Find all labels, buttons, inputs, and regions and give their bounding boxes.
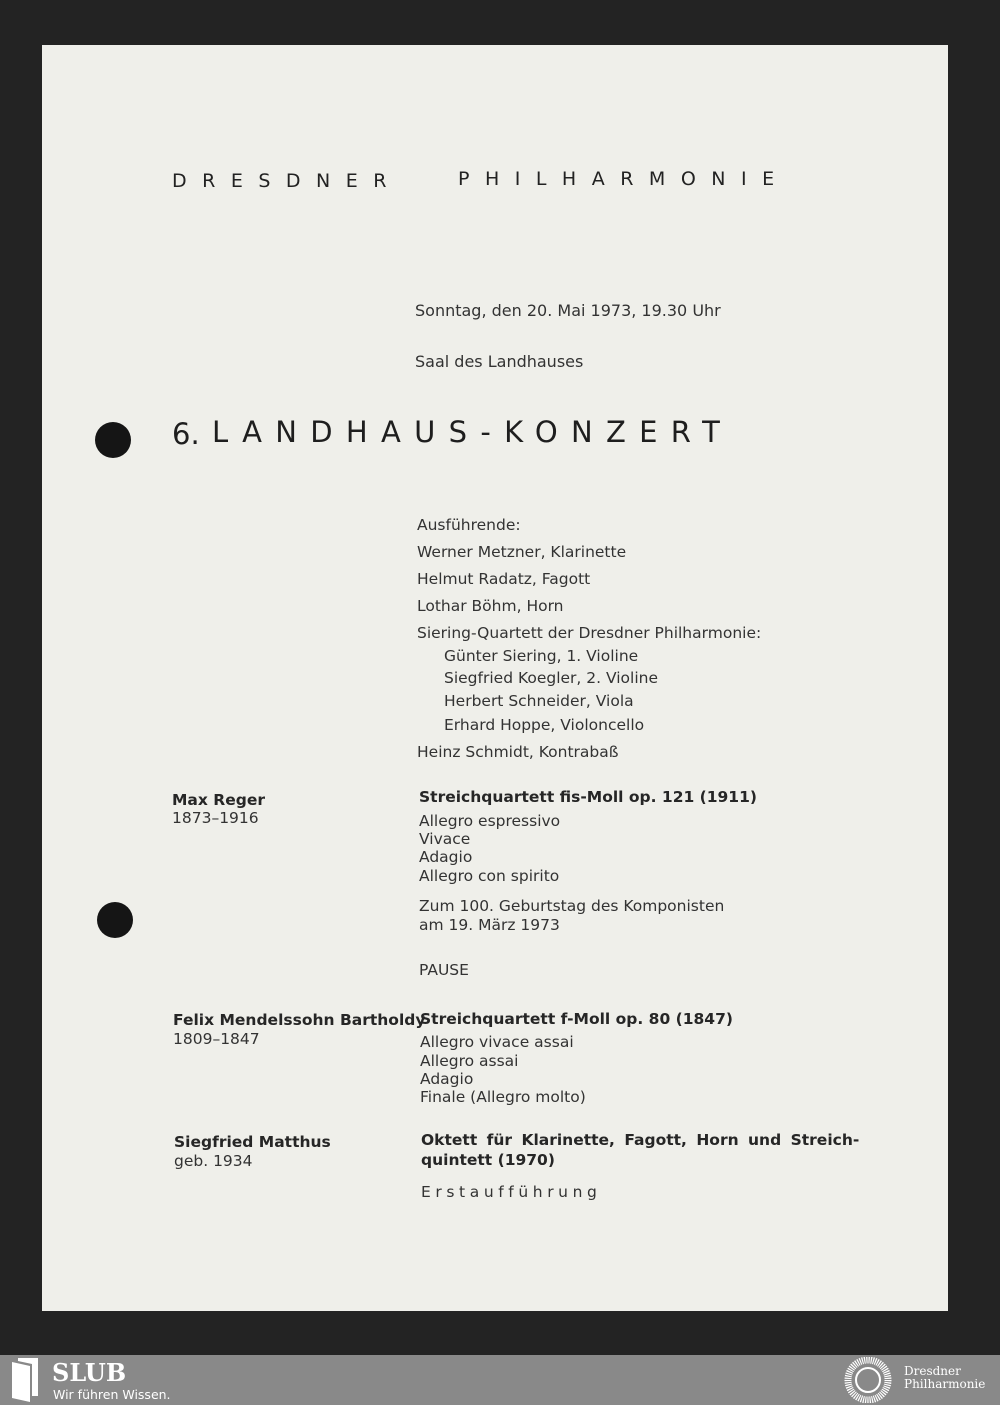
composer-dates: geb. 1934: [174, 1152, 253, 1170]
quartet-member: Herbert Schneider, Viola: [444, 692, 634, 710]
quartet-member: Siegfried Koegler, 2. Violine: [444, 669, 659, 687]
movement: Allegro vivace assai: [420, 1033, 574, 1051]
movement: Vivace: [419, 830, 471, 848]
work-title: Streichquartett f-Moll op. 80 (1847): [420, 1010, 733, 1028]
composer-dates: 1809–1847: [173, 1030, 260, 1048]
performer: Helmut Radatz, Fagott: [417, 570, 591, 588]
performers-heading: Ausführende:: [417, 516, 521, 534]
book-logo-icon: [10, 1358, 42, 1402]
movement: Adagio: [420, 1070, 474, 1088]
performer: Lothar Böhm, Horn: [417, 597, 564, 615]
work-title: Streichquartett fis-Moll op. 121 (1911): [419, 788, 757, 806]
pause-label: PAUSE: [419, 961, 469, 979]
work-title: quintett (1970): [421, 1151, 555, 1169]
event-venue: Saal des Landhauses: [415, 352, 584, 371]
slub-logo-text: SLUB: [52, 1358, 127, 1387]
movement: Allegro con spirito: [419, 867, 560, 885]
philharmonie-brand-line2: Philharmonie: [904, 1377, 986, 1391]
composer-name: Felix Mendelssohn Bartholdy: [173, 1011, 426, 1029]
work-note: am 19. März 1973: [419, 916, 560, 934]
org-name-word2: PHILHARMONIE: [458, 168, 790, 190]
concert-number: 6.: [172, 417, 200, 451]
movement: Allegro assai: [420, 1052, 519, 1070]
footer-bar: [0, 1355, 1000, 1405]
movement: Adagio: [419, 848, 473, 866]
punch-hole: [97, 902, 133, 938]
performer: Siering-Quartett der Dresdner Philharmonie:: [417, 624, 762, 642]
performer: Werner Metzner, Klarinette: [417, 543, 627, 561]
philharmonie-sun-logo-icon: [842, 1357, 894, 1403]
work-note: Erstaufführung: [421, 1183, 602, 1201]
movement: Allegro espressivo: [419, 812, 561, 830]
quartet-member: Erhard Hoppe, Violoncello: [444, 716, 645, 734]
work-note: Zum 100. Geburtstag des Komponisten: [419, 897, 725, 915]
work-title: Oktett für Klarinette, Fagott, Horn und Streich-: [421, 1131, 860, 1149]
composer-dates: 1873–1916: [172, 809, 259, 827]
composer-name: Max Reger: [172, 791, 265, 809]
punch-hole: [95, 422, 131, 458]
slub-tagline: Wir führen Wissen.: [53, 1387, 171, 1402]
quartet-member: Günter Siering, 1. Violine: [444, 647, 639, 665]
org-name-word1: DRESDNER: [172, 170, 402, 192]
concert-title: LANDHAUS-KONZERT: [212, 415, 734, 449]
philharmonie-brand-line1: Dresdner: [904, 1364, 961, 1378]
event-date: Sonntag, den 20. Mai 1973, 19.30 Uhr: [415, 301, 721, 320]
movement: Finale (Allegro molto): [420, 1088, 586, 1106]
composer-name: Siegfried Matthus: [174, 1133, 331, 1151]
performer: Heinz Schmidt, Kontrabaß: [417, 743, 619, 761]
